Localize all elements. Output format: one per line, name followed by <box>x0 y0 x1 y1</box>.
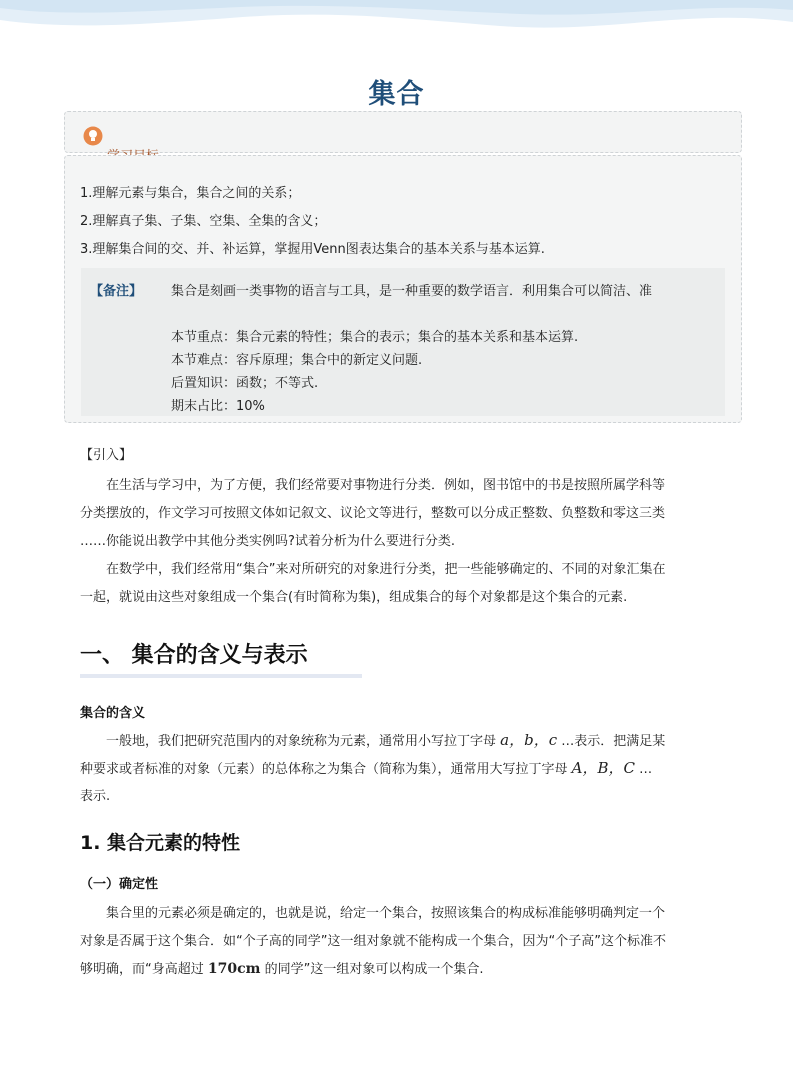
body-text: 够明确，而“身高超过 <box>80 962 204 977</box>
note-line: 集合是刻画一类事物的语言与工具，是一种重要的数学语言．利用集合可以简洁、准 <box>171 284 653 299</box>
height-value: 170cm <box>207 961 261 977</box>
intro-line: 一起，就说由这些对象组成一个集合(有时简称为集)，组成集合的每个对象都是这个集合的元素. <box>80 590 628 605</box>
learning-goals-box <box>64 155 742 423</box>
header-wave-decoration <box>0 0 793 42</box>
goal-item: 2.理解真子集、子集、空集、全集的含义； <box>80 214 327 229</box>
intro-line: 在数学中，我们经常用“集合”来对所研究的对象进行分类，把一些能够确定的、不同的对象汇集在 <box>106 562 666 577</box>
intro-line: ……你能说出教学中其他分类实例吗?试着分析为什么要进行分类. <box>80 534 456 549</box>
note-line: 本节难点：容斥原理；集合中的新定义问题. <box>171 353 423 368</box>
section-heading-underline <box>80 674 362 678</box>
bulb-icon <box>83 126 103 146</box>
sub-heading: （一）确定性 <box>80 877 159 892</box>
body-line: 集合里的元素必须是确定的，也就是说，给定一个集合，按照该集合的构成标准能够明确判定一个 <box>106 906 666 921</box>
goal-item: 3.理解集合间的交、并、补运算，掌握用Venn图表达集合的基本关系与基本运算. <box>80 242 545 257</box>
page-title: 集合 <box>368 79 425 110</box>
note-line: 本节重点：集合元素的特性；集合的表示；集合的基本关系和基本运算. <box>171 330 579 345</box>
note-box <box>81 268 725 416</box>
learning-goals-header <box>64 111 742 153</box>
body-text: 的同学”这一组对象可以构成一个集合. <box>264 962 484 977</box>
definition-line <box>80 757 652 778</box>
definition-text: …表示．把满足某 <box>561 734 666 749</box>
body-line <box>80 958 483 977</box>
uppercase-variables: A，B，C <box>571 759 635 777</box>
lowercase-variables: a，b，c <box>500 731 558 749</box>
body-line: 对象是否属于这个集合．如“个子高的同学”这一组对象就不能构成一个集合，因为“个子高”这个标准不 <box>80 934 666 949</box>
section-heading: 一、 集合的含义与表示 <box>80 643 308 668</box>
note-tag: 【备注】 <box>90 284 143 299</box>
definition-line <box>106 729 665 750</box>
definition-text: 种要求或者标准的对象（元素）的总体称之为集合（简称为集），通常用大写拉丁字母 <box>80 762 568 777</box>
intro-line: 分类摆放的，作文学习可按照文体如记叙文、议论文等进行，整数可以分成正整数、负整数和零这三类 <box>80 506 666 521</box>
note-line: 后置知识：函数；不等式. <box>171 376 319 391</box>
subsection-heading: 1. 集合元素的特性 <box>80 832 241 854</box>
note-line: 期末占比：10% <box>171 399 265 414</box>
sub-heading: 集合的含义 <box>80 706 146 721</box>
definition-text: 一般地，我们把研究范围内的对象统称为元素，通常用小写拉丁字母 <box>106 734 497 749</box>
goal-item: 1.理解元素与集合，集合之间的关系； <box>80 186 301 201</box>
intro-line: 在生活与学习中，为了方便，我们经常要对事物进行分类．例如，图书馆中的书是按照所属学科等 <box>106 478 666 493</box>
intro-tag: 【引入】 <box>80 448 133 463</box>
definition-line: 表示. <box>80 789 111 804</box>
definition-text: … <box>639 762 653 777</box>
